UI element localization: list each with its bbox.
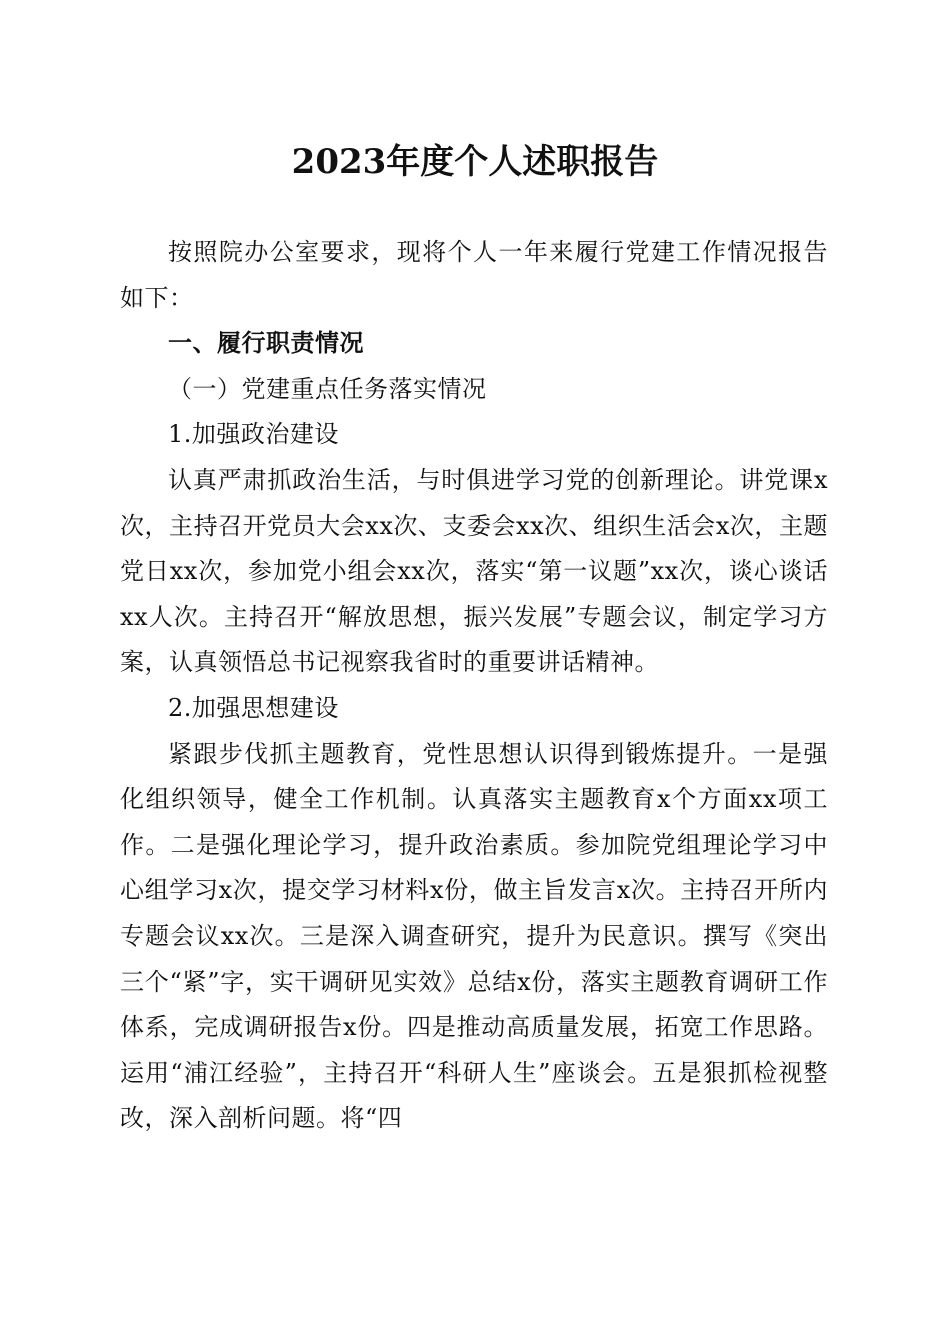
item-heading-political: 1.加强政治建设 (168, 420, 339, 449)
section-heading: 一、履行职责情况 (168, 329, 364, 358)
item-paragraph-ideological: 紧跟步伐抓主题教育，党性思想认识得到锻炼提升。一是强化组织领导，健全工作机制。认真落实主题教育x个方面xx项工作。二是强化理论学习，提升政治素质。参加院党组理论学习中心组学习x次，提交学习材料x份，做主旨发言x次。主持召开所内专题会议xx次。三是深入调查研究，提升为民意识。撰写《突出三个“紧”字，实干调研见实效》总结x份，落实主题教育调研工作体系，完成调研报告x份。四是推动高质量发展，拓宽工作思路。运用“浦江经验”，主持召开“科研人生”座谈会。五是狠抓检视整改，深入剖析问题。将“四 (120, 739, 828, 1133)
document-title: 2023年度个人述职报告 (291, 142, 659, 182)
item-heading-ideological: 2.加强思想建设 (168, 693, 339, 722)
intro-paragraph: 按照院办公室要求，现将个人一年来履行党建工作情况报告如下： (120, 238, 828, 312)
subsection-heading: （一）党建重点任务落实情况 (168, 374, 487, 403)
document-body (120, 230, 828, 1142)
item-paragraph-political: 认真严肃抓政治生活，与时俱进学习党的创新理论。讲党课x次，主持召开党员大会xx次、支委会xx次、组织生活会x次，主题党日xx次，参加党小组会xx次，落实“第一议题”xx次，谈心谈话xx人次。主持召开“解放思想，振兴发展”专题会议，制定学习方案，认真领悟总书记视察我省时的重要讲话精神。 (120, 465, 828, 677)
